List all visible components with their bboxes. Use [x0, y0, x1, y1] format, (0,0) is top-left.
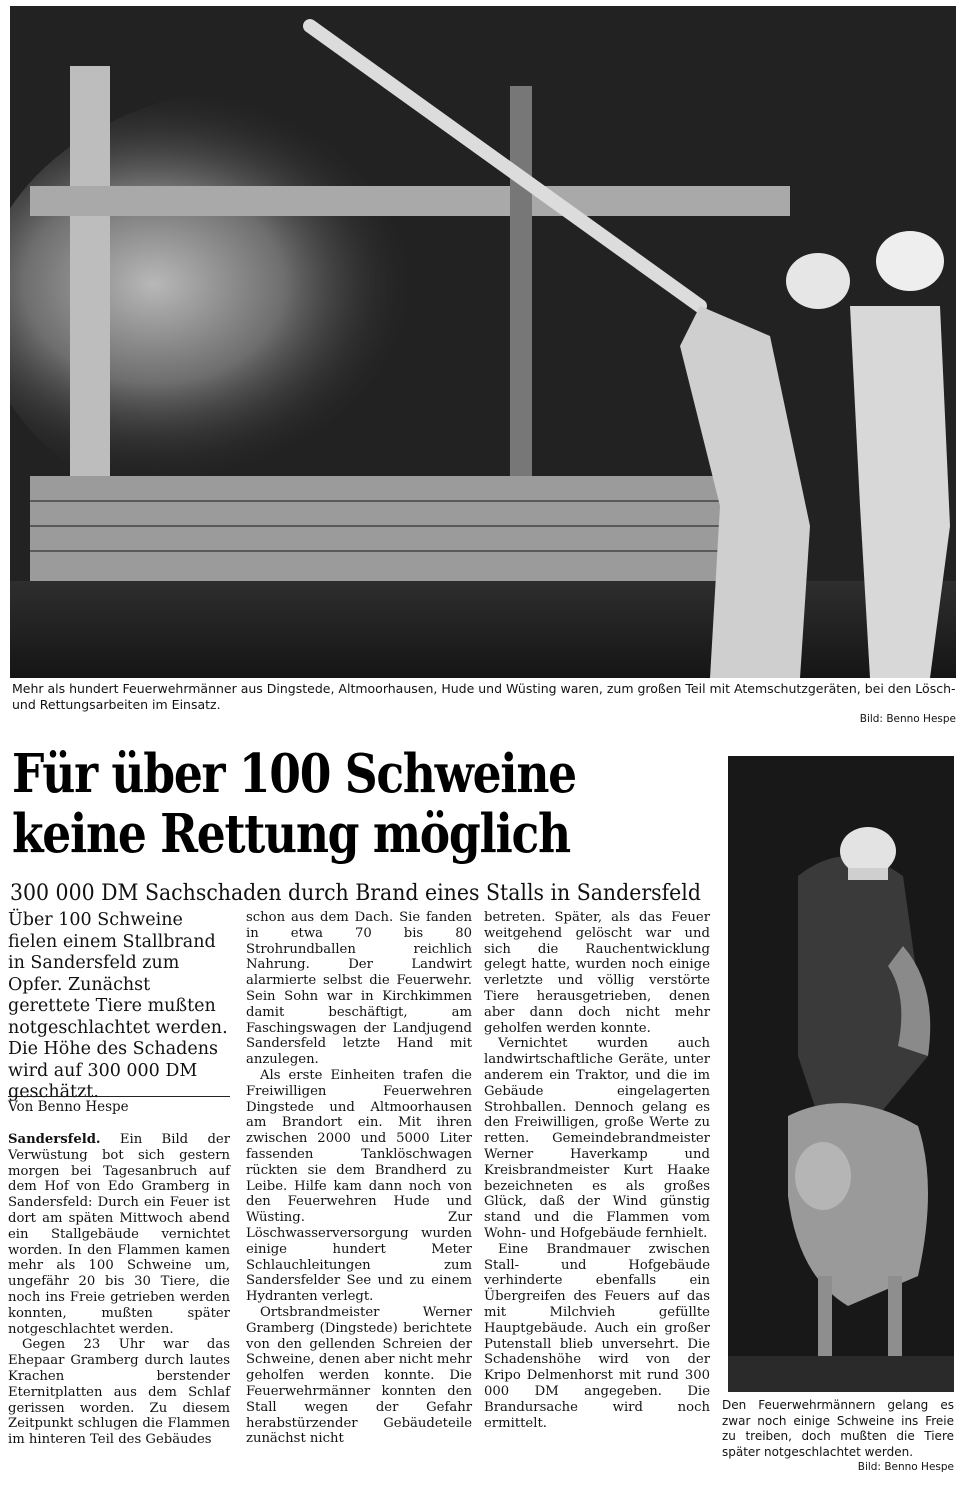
article-column-2	[246, 910, 472, 1447]
top-photo-caption: Mehr als hundert Feuerwehrmänner aus Dingstede, Altmoorhausen, Hude und Wüsting waren, zum großen Teil mit Atemschutzgeräten, bei den Lösch- und Rettungsarbeiten im Einsatz.	[12, 681, 956, 712]
article-paragraph: Gegen 23 Uhr war das Ehepaar Gramberg durch lautes Krachen berstender Eternitplatten aus dem Schlaf gerissen worden. Zu diesem Zeitpunkt schlugen die Flammen im hinteren Teil des Gebäudes	[8, 1337, 230, 1448]
byline: Von Benno Hespe	[8, 1099, 129, 1115]
article-paragraph: schon aus dem Dach. Sie fanden in etwa 70 bis 80 Strohrundballen reichlich Nahrung. Der Landwirt alarmierte selbst die Feuerwehr. Sein Sohn war in Kirchkimmen damit beschäftigt, am Faschingswagen der Landjugend Sandersfeld letzte Hand mit anzulegen.	[246, 910, 472, 1068]
article-paragraph: Als erste Einheiten trafen die Freiwilligen Feuerwehren Dingstede und Altmoorhausen am Brandort ein. Mit ihren zwischen 2000 und 5000 Liter fassenden Tanklöschwagen rückten sie dem Brandherd zu Leibe. Hilfe kam dann noch von den Feuerwehren Hude und Wüsting. Zur Löschwasserversorgung wurden einige hundert Meter Schlauchleitungen zum Sandersfelder See und zu einem Hydranten verlegt.	[246, 1067, 472, 1305]
side-photo-credit: Bild: Benno Hespe	[857, 1461, 954, 1473]
article-paragraph: Ortsbrandmeister Werner Gramberg (Dingstede) berichtete von den gellenden Schreien der Schweine, denen aber nicht mehr geholfen werden konnte. Die Feuerwehrmänner konnten den Stall wegen der Gefahr herabstürzender Gebäudeteile zunächst nicht	[246, 1304, 472, 1447]
byline-block	[8, 1096, 230, 1115]
article-paragraph: Eine Brandmauer zwischen Stall- und Hofgebäude verhinderte ebenfalls ein Übergreifen des Feuers auf das mit Milchvieh gefüllte Hauptgebäude. Auch ein großer Putenstall blieb unversehrt. Die Schadenshöhe wird von der Kripo Delmenhorst mit rund 300 000 DM angegeben. Die Brandursache wird noch ermittelt.	[484, 1241, 710, 1431]
side-photo-caption-block	[722, 1398, 954, 1476]
article-column-1	[8, 1132, 230, 1448]
side-photo-pig	[728, 756, 954, 1392]
teaser: Über 100 Schweine fielen einem Stallbrand in Sandersfeld zum Opfer. Zunächst gerettete Tiere mußten notgeschlachtet werden. Die Höhe des Schadens wird auf 300 000 DM geschätzt.	[8, 910, 228, 1102]
headline-line-2: keine Rettung möglich	[12, 803, 570, 865]
article-column-3	[484, 910, 710, 1431]
article-paragraph: Sandersfeld. Ein Bild der Verwüstung bot sich gestern morgen bei Tagesanbruch auf dem Hof von Edo Gramberg in Sandersfeld: Durch ein Feuer ist dort am späten Mittwoch abend ein Stallgebäude vernichtet worden. In den Flammen kamen mehr als 100 Schweine um, ungefähr 20 bis 30 Tiere, die noch ins Freie getrieben werden konnten, mußten später notgeschlachtet werden.	[8, 1132, 230, 1337]
article-paragraph: Vernichtet wurden auch landwirtschaftliche Geräte, unter anderem ein Traktor, und die im Gebäude eingelagerten Strohballen. Dennoch gelang es den Freiwilligen, große Werte zu retten. Gemeindebrandmeister Werner Haverkamp und Kreisbrandmeister Kurt Haake bezeichneten es als großes Glück, daß der Wind günstig stand und die Flammen vom Wohn- und Hofgebäude fernhielt.	[484, 1036, 710, 1241]
side-photo-caption: Den Feuerwehrmännern gelang es zwar noch einige Schweine ins Freie zu treiben, doch mußten die Tiere später notgeschlachtet werden.	[722, 1398, 954, 1459]
dateline: Sandersfeld.	[8, 1132, 101, 1147]
top-photo-credit: Bild: Benno Hespe	[859, 713, 956, 725]
top-photo-firefighters	[10, 6, 956, 678]
headline-line-1: Für über 100 Schweine	[12, 743, 576, 805]
headline	[12, 744, 614, 864]
article-paragraph: betreten. Später, als das Feuer weitgehend gelöscht war und sich die Rauchentwicklung gelegt hatte, wurden noch einige verletzte und völlig verstörte Tiere herausgetrieben, denen aber dann doch nicht mehr geholfen werden konnte.	[484, 910, 710, 1036]
subheadline: 300 000 DM Sachschaden durch Brand eines Stalls in Sandersfeld	[10, 881, 701, 906]
